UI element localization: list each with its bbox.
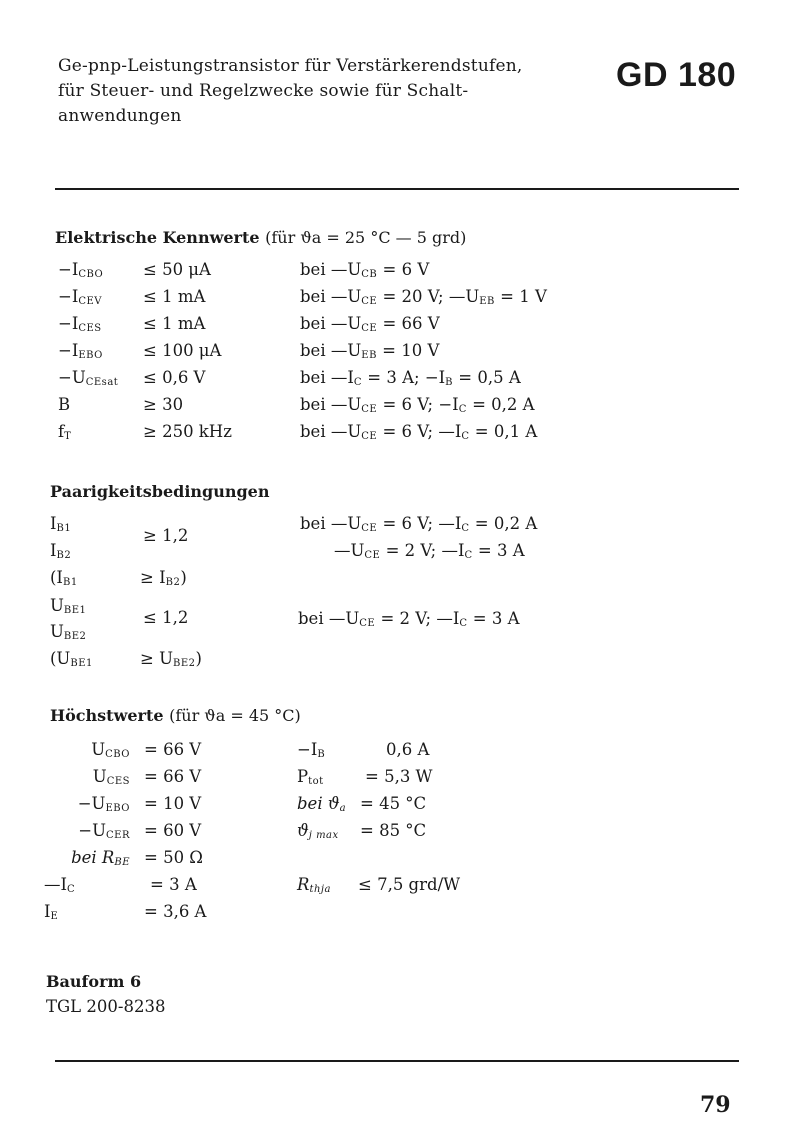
bauform-heading: Bauform 6 [46, 972, 142, 991]
ube2-symbol: $U_{BE2}$ [50, 622, 87, 642]
hoechst-heading [50, 706, 301, 725]
kennwerte-row-value: ≤ 1 mA [143, 314, 206, 333]
kennwerte-row-condition: bei $—U_{CE} = 6$ V; $—I_C = 0,1$ A [300, 422, 538, 442]
kennwerte-row-symbol: $f_T$ [58, 422, 72, 442]
hoechst-right-value: = 85 °C [360, 821, 427, 840]
hoechst-left-symbol: $-U_{EBO}$ [77, 794, 130, 814]
kennwerte-row-value: ≤ 1 mA [143, 287, 206, 306]
hoechst-condition: (für ϑa = 45 °C) [169, 706, 301, 725]
hoechst-left-value: = 50 Ω [144, 848, 203, 867]
ib-condition-1: bei $—U_{CE} = 6$ V; $—I_C = 0,2$ A [300, 514, 538, 534]
hoechst-left-symbol: $—I_C$ [44, 875, 76, 895]
kennwerte-row-condition: bei $—U_{CE} = 20$ V; $—U_{EB} = 1$ V [300, 287, 547, 307]
ib-paren-left: ($I_{B1}$ [50, 568, 78, 588]
hoechst-right-symbol: $R_{thja}$ [297, 875, 331, 895]
hoechst-right-value: ≤ 7,5 grd/W [358, 875, 461, 894]
kennwerte-row-condition: bei $—U_{EB} = 10$ V [300, 341, 440, 361]
kennwerte-row-symbol: B [58, 395, 71, 414]
kennwerte-title: Elektrische Kennwerte [55, 228, 260, 247]
model-title: GD 180 [616, 56, 737, 94]
kennwerte-row-symbol: $-I_{CES}$ [58, 314, 102, 334]
kennwerte-row-value: ≥ 250 kHz [143, 422, 232, 441]
ib-ratio-value: ≥ 1,2 [143, 526, 189, 545]
kennwerte-row-value: ≤ 100 μA [143, 341, 222, 360]
bottom-divider [55, 1060, 739, 1062]
hoechst-right-value: 0,6 A [386, 740, 430, 759]
kennwerte-row-symbol: $-I_{EBO}$ [58, 341, 103, 361]
hoechst-left-value: = 60 V [144, 821, 202, 840]
hoechst-left-value: = 3 A [150, 875, 197, 894]
ube-paren-right: ≥ $U_{BE2}$) [140, 649, 202, 669]
hoechst-left-value: = 3,6 A [144, 902, 207, 921]
hoechst-left-value: = 66 V [144, 740, 202, 759]
hoechst-right-symbol: $-I_B$ [297, 740, 326, 760]
kennwerte-row-value: ≥ 30 [143, 395, 184, 414]
ib2-symbol: $I_{B2}$ [50, 541, 72, 561]
hoechst-left-symbol: $U_{CBO}$ [91, 740, 130, 760]
hoechst-right-symbol: $P_{tot}$ [297, 767, 324, 787]
hoechst-title: Höchstwerte [50, 706, 164, 725]
kennwerte-row-symbol: $-U_{CEsat}$ [58, 368, 119, 388]
kennwerte-condition: (für ϑa = 25 °C — 5 grd) [265, 228, 467, 247]
kennwerte-row-condition: bei $—U_{CE} = 66$ V [300, 314, 440, 334]
hoechst-left-value: = 66 V [144, 767, 202, 786]
header-description [58, 54, 578, 129]
ib-paren-right: ≥ $I_{B2}$) [140, 568, 187, 588]
header-line-2: für Steuer- und Regelzwecke sowie für Schalt- [58, 81, 469, 101]
kennwerte-heading [55, 228, 466, 247]
hoechst-right-value: = 5,3 W [365, 767, 433, 786]
hoechst-left-symbol: $I_E$ [44, 902, 59, 922]
hoechst-right-symbol: $ϑ_{j max}$ [297, 821, 339, 841]
ube-ratio-value: ≤ 1,2 [143, 608, 189, 627]
header-line-1: Ge-pnp-Leistungstransistor für Verstärkerendstufen, [58, 56, 523, 76]
kennwerte-row-symbol: $-I_{CEV}$ [58, 287, 103, 307]
tgl-standard: TGL 200-8238 [46, 997, 166, 1016]
header-line-3: anwendungen [58, 106, 182, 126]
kennwerte-row-condition: bei $—I_C = 3$ A; $-I_B = 0,5$ A [300, 368, 521, 388]
kennwerte-row-condition: bei $—U_{CE} = 6$ V; $-I_C = 0,2$ A [300, 395, 535, 415]
hoechst-left-symbol: $-U_{CER}$ [78, 821, 130, 841]
paarigkeit-heading: Paarigkeitsbedingungen [50, 482, 270, 501]
kennwerte-row-value: ≤ 50 μA [143, 260, 211, 279]
hoechst-right-value: = 45 °C [360, 794, 427, 813]
hoechst-left-value: = 10 V [144, 794, 202, 813]
hoechst-right-symbol: bei $ϑ_a$ [297, 794, 347, 814]
kennwerte-row-value: ≤ 0,6 V [143, 368, 206, 387]
page-number: 79 [700, 1092, 731, 1118]
ib1-symbol: $I_{B1}$ [50, 514, 72, 534]
top-divider [55, 188, 739, 190]
kennwerte-row-condition: bei $—U_{CB} = 6$ V [300, 260, 430, 280]
ube-paren-left: ($U_{BE1}$ [50, 649, 93, 669]
kennwerte-row-symbol: $-I_{CBO}$ [58, 260, 104, 280]
ube1-symbol: $U_{BE1}$ [50, 596, 87, 616]
hoechst-left-symbol: bei $R_{BE}$ [71, 848, 130, 868]
hoechst-left-symbol: $U_{CES}$ [92, 767, 130, 787]
ib-condition-2: $—U_{CE} = 2$ V; $—I_C = 3$ A [334, 541, 525, 561]
ube-condition: bei $—U_{CE} = 2$ V; $—I_C = 3$ A [298, 609, 520, 629]
